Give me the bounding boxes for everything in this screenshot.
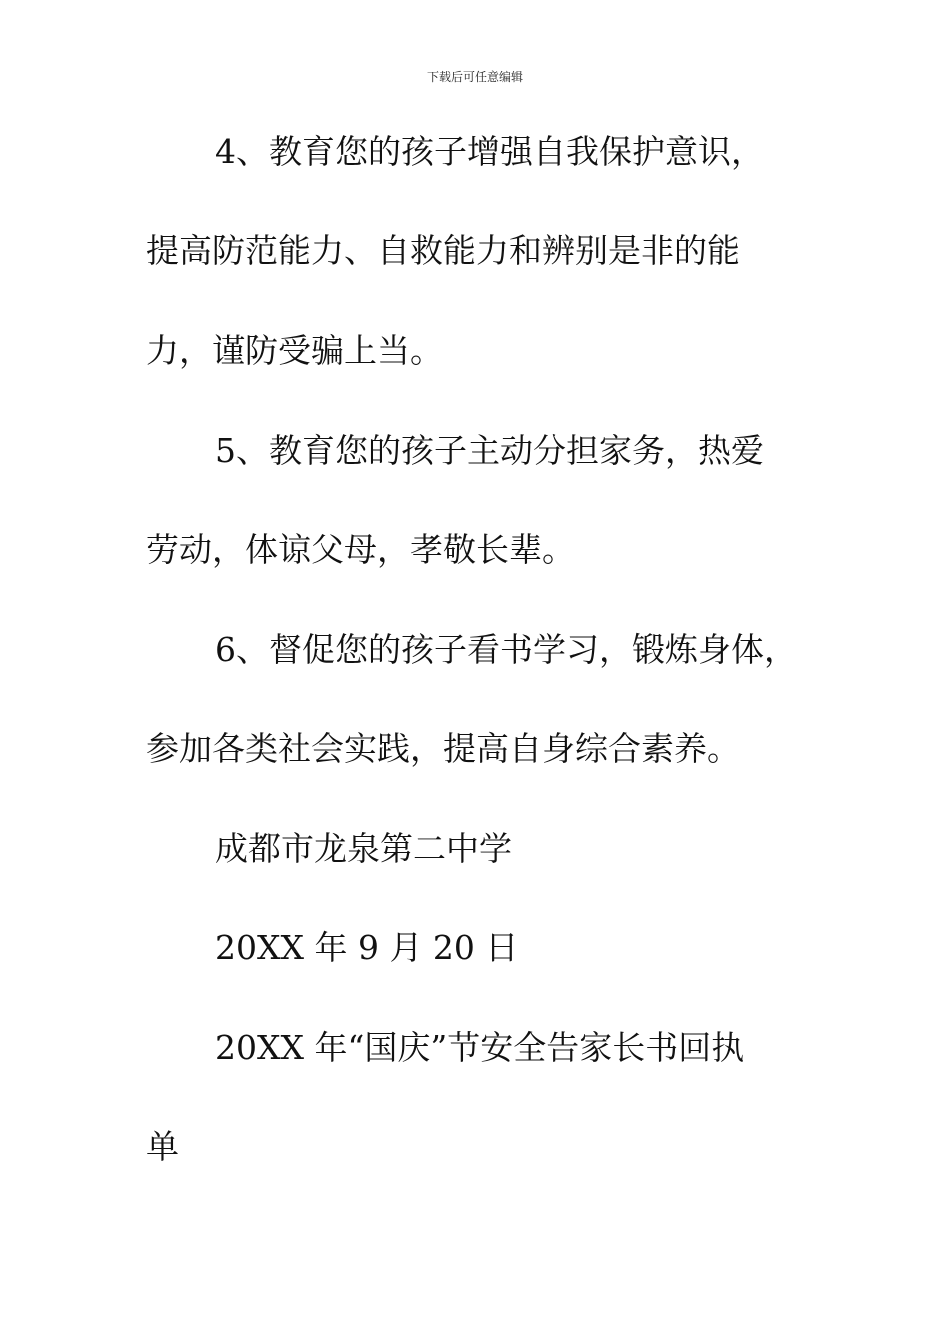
paragraph-5-line-1: 5、教育您的孩子主动分担家务，热爱 <box>215 431 764 470</box>
paragraph-6-line-1: 6、督促您的孩子看书学习，锻炼身体， <box>215 630 797 669</box>
page-header-note: 下载后可任意编辑 <box>426 70 523 84</box>
paragraph-4-line-3: 力，谨防受骗上当。 <box>146 331 443 370</box>
paragraph-6-line-2: 参加各类社会实践，提高自身综合素养。 <box>146 729 740 768</box>
receipt-title-line-1: 20XX 年“国庆”节安全告家长书回执 <box>215 1028 745 1067</box>
paragraph-4-line-2: 提高防范能力、自救能力和辨别是非的能 <box>146 231 740 270</box>
school-signature: 成都市龙泉第二中学 <box>215 829 512 868</box>
letter-date: 20XX 年 9 月 20 日 <box>215 928 519 967</box>
receipt-title-line-2: 单 <box>146 1127 179 1166</box>
paragraph-4-line-1: 4、教育您的孩子增强自我保护意识， <box>215 132 764 171</box>
paragraph-5-line-2: 劳动，体谅父母，孝敬长辈。 <box>146 530 575 569</box>
